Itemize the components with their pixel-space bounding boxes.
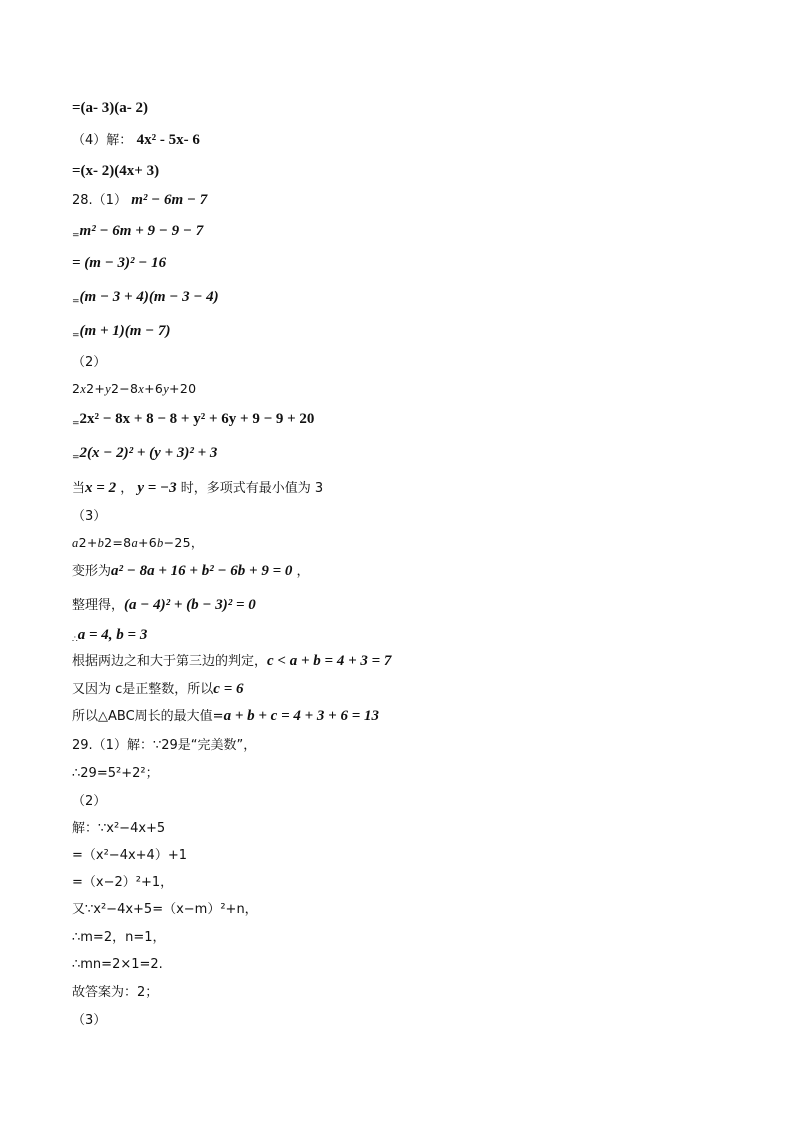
line-16 <box>72 562 310 581</box>
text: 所以△ABC周长的最大值= <box>72 709 224 724</box>
math: =(x- 2)(4x+ 3) <box>72 163 160 179</box>
text: （4）解： <box>72 133 133 148</box>
line-29 <box>72 928 166 947</box>
math: a + b + c = 4 + 3 + 6 = 13 <box>223 708 380 724</box>
line-17 <box>72 596 256 615</box>
plain-expression: a2+b2=8a+6b−25， <box>72 535 204 550</box>
line-27 <box>72 873 173 892</box>
math: m² − 6m − 7 <box>131 192 208 208</box>
therefore-sign: ∴ <box>72 635 78 645</box>
line-14 <box>72 507 106 526</box>
equals-sign: = <box>72 231 80 241</box>
math: 4x² - 5x- 6 <box>136 132 200 148</box>
line-3 <box>72 162 159 180</box>
text: 时，多项式有最小值为 3 <box>176 481 324 496</box>
line-6 <box>72 254 166 272</box>
line-2 <box>72 131 200 150</box>
math: 2(x − 2)² + (y + 3)² + 3 <box>79 445 218 461</box>
line-8 <box>72 322 171 345</box>
text: ， <box>116 481 138 496</box>
text: =（x−2）²+1， <box>72 875 174 890</box>
line-25 <box>72 819 165 838</box>
math: a = 4, b = 3 <box>77 627 148 643</box>
line-4 <box>72 191 207 210</box>
line-28 <box>72 900 258 919</box>
text: 28.（1） <box>72 193 127 208</box>
text: ∴mn=2×1=2. <box>72 957 163 972</box>
line-26 <box>72 846 187 865</box>
line-19 <box>72 652 391 671</box>
line-21 <box>72 707 379 726</box>
line-32 <box>72 1011 106 1030</box>
line-20 <box>72 680 244 699</box>
line-7 <box>72 288 219 311</box>
math: (a − 4)² + (b − 3)² = 0 <box>124 597 256 613</box>
text: ， <box>292 564 310 579</box>
text: （2） <box>72 794 107 809</box>
line-10 <box>72 380 196 398</box>
math: c = 6 <box>213 681 244 697</box>
text: ∴29=5²+2²； <box>72 766 159 781</box>
line-11 <box>72 410 314 433</box>
equals-sign: = <box>72 419 80 429</box>
line-1 <box>72 99 148 117</box>
line-24 <box>72 792 106 811</box>
math: =(a- 3)(a- 2) <box>72 100 149 116</box>
math: y = −3 <box>137 480 177 496</box>
text: 当 <box>72 481 86 496</box>
text: （2） <box>72 355 107 370</box>
math: (m + 1)(m − 7) <box>79 323 171 339</box>
math: c < a + b = 4 + 3 = 7 <box>267 653 392 669</box>
text: =（x²−4x+4）+1 <box>72 848 187 863</box>
math: x = 2 <box>85 480 117 496</box>
plain-expression: 2x2+y2−8x+6y+20 <box>72 381 197 396</box>
line-13 <box>72 479 323 498</box>
equals-sign: = <box>72 297 80 307</box>
line-9 <box>72 353 106 372</box>
text: ∴m=2，n=1， <box>72 930 166 945</box>
line-23 <box>72 764 159 783</box>
line-15 <box>72 534 204 552</box>
text: （3） <box>72 509 107 524</box>
line-30 <box>72 955 163 974</box>
equals-sign: = <box>72 453 80 463</box>
text: 29.（1）解：∵29是“完美数”， <box>72 738 257 753</box>
line-18 <box>72 626 147 649</box>
math: a² − 8a + 16 + b² − 6b + 9 = 0 <box>111 563 293 579</box>
text: 故答案为：2； <box>72 985 159 1000</box>
line-31 <box>72 983 158 1002</box>
text: 解：∵x²−4x+5 <box>72 821 166 836</box>
text: 变形为 <box>72 564 112 579</box>
text: 又因为 c是正整数，所以 <box>72 682 214 697</box>
text: （3） <box>72 1013 107 1028</box>
line-12 <box>72 444 217 467</box>
math: m² − 6m + 9 − 9 − 7 <box>79 223 204 239</box>
text: 又∵x²−4x+5=（x−m）²+n， <box>72 902 258 917</box>
line-5 <box>72 222 203 245</box>
math: = (m − 3)² − 16 <box>72 255 167 271</box>
text: 整理得， <box>72 598 125 613</box>
equals-sign: = <box>72 331 80 341</box>
math: 2x² − 8x + 8 − 8 + y² + 6y + 9 − 9 + 20 <box>79 411 315 427</box>
text: 根据两边之和大于第三边的判定， <box>72 654 268 669</box>
line-22 <box>72 736 256 755</box>
math: (m − 3 + 4)(m − 3 − 4) <box>79 289 219 305</box>
